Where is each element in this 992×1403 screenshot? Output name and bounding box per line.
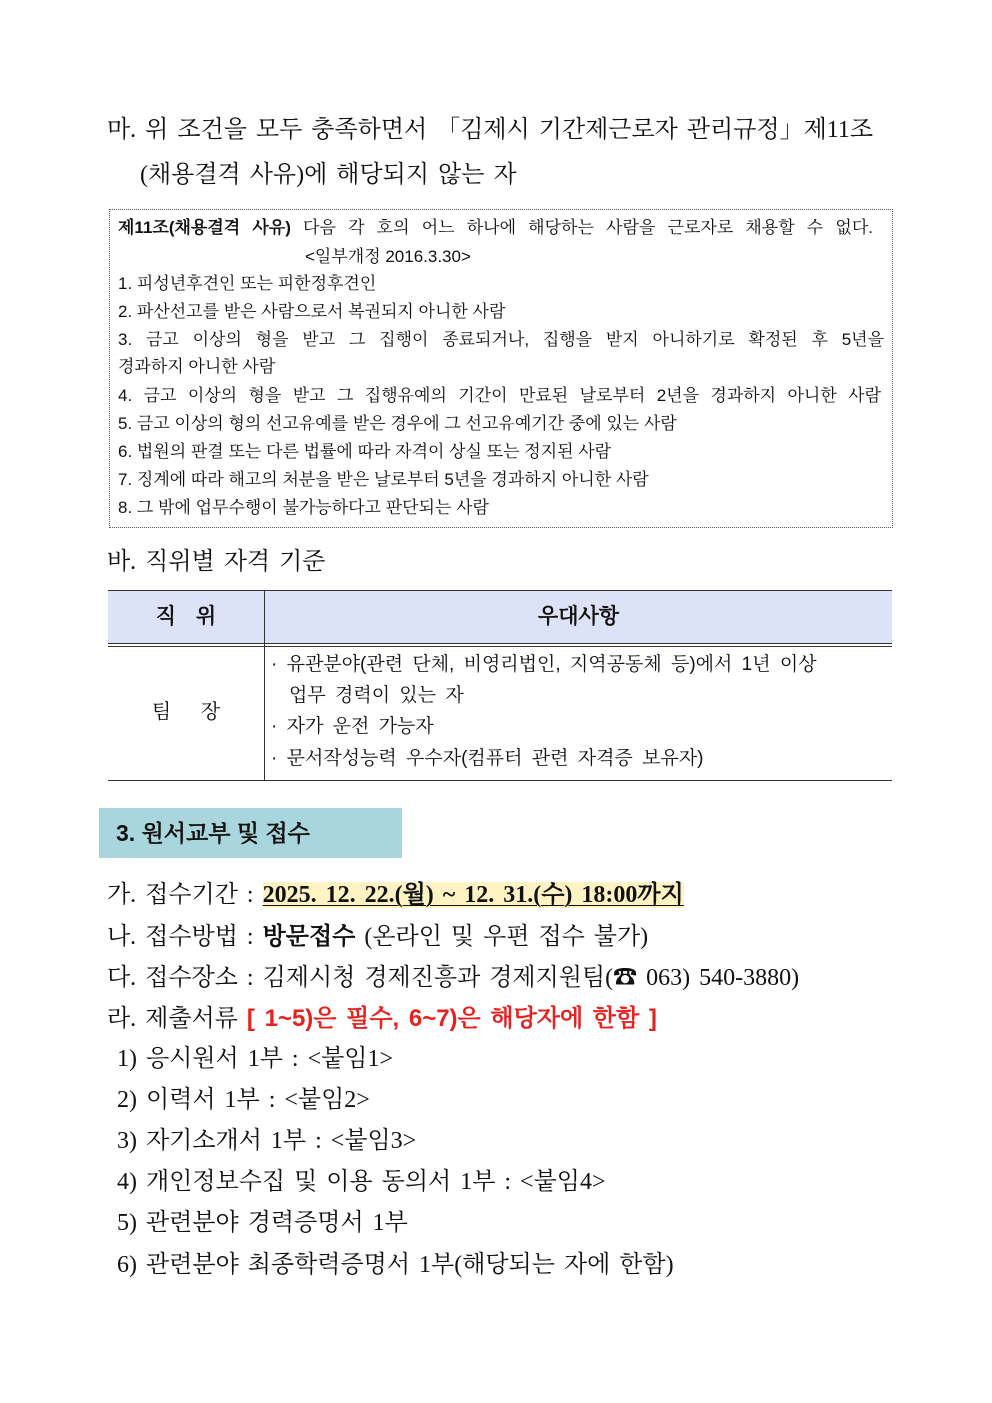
document-item: 1) 응시원서 1부 : <붙임1> [117,1046,394,1072]
position-cell: 팀 장 [151,701,233,723]
period-value: 2025. 12. 22.(월) ~ 12. 31.(수) 18:00까지 [262,882,684,908]
column-divider [264,590,265,781]
application-period [107,880,684,910]
article-intro: 다음 각 호의 어느 하나에 해당하는 사람을 근로자로 채용할 수 없다. [303,218,873,237]
documents-required-note: [ 1~5)은 필수, 6~7)은 해당자에 한함 ] [246,1005,657,1032]
article-item: 5. 금고 이상의 형의 선고유예를 받은 경우에 그 선고유예기간 중에 있는 사람 [118,414,677,433]
article-item: 8. 그 밖에 업무수행이 불가능하다고 판단되는 사람 [118,498,489,517]
qualification-heading: 바. 직위별 자격 기준 [107,549,326,575]
condition-line-1: 마. 위 조건을 모두 충족하면서 「김제시 기간제근로자 관리규정」제11조 [107,117,874,143]
preference-item: · 유관분야(관련 단체, 비영리법인, 지역공동체 등)에서 1년 이상 [271,654,817,675]
article-header [118,214,873,242]
article-11-box [109,209,893,528]
article-amendment: <일부개정 2016.3.30> [305,247,471,266]
document-item: 6) 관련분야 최종학력증명서 1부(해당되는 자에 한함) [117,1252,674,1278]
header-preference: 우대사항 [537,605,620,628]
application-documents [107,1004,657,1034]
article-item: 6. 법원의 판결 또는 다른 법률에 따라 자격이 상실 또는 정지된 사람 [118,442,612,461]
period-label: 가. 접수기간 : [107,882,254,908]
article-item: 1. 피성년후견인 또는 피한정후견인 [118,274,377,293]
article-item-continuation: 경과하지 아니한 사람 [118,357,276,376]
header-divider-bottom [108,646,892,647]
table-bottom-border [108,780,892,781]
header-position: 직 위 [155,605,217,628]
application-place [107,963,799,993]
article-item: 4. 금고 이상의 형을 받고 그 집행유예의 기간이 만료된 날로부터 2년을 경과하지 아니한 사람 [118,386,881,405]
method-label: 나. 접수방법 : [107,924,254,950]
preference-item: · 문서작성능력 우수자(컴퓨터 관련 자격증 보유자) [271,748,704,769]
application-method [107,922,648,952]
document-item: 2) 이력서 1부 : <붙임2> [117,1087,370,1113]
document-item: 4) 개인정보수집 및 이용 동의서 1부 : <붙임4> [117,1169,606,1195]
document-item: 3) 자기소개서 1부 : <붙임3> [117,1128,417,1154]
article-item: 3. 금고 이상의 형을 받고 그 집행이 종료되거나, 집행을 받지 아니하기로 확정된 후 5년을 [118,330,884,349]
place-value: 김제시청 경제진흥과 경제지원팀(☎ 063) 540-3880) [262,965,800,991]
article-title: 제11조(채용결격 사유) [118,218,291,237]
qualification-table [108,590,892,781]
preference-item-continuation: 업무 경력이 있는 자 [289,685,464,706]
place-label: 다. 접수장소 : [107,965,254,991]
method-note: (온라인 및 우편 접수 불가) [364,924,649,950]
article-item: 7. 징계에 따라 해고의 처분을 받은 날로부터 5년을 경과하지 아니한 사람 [118,470,649,489]
document-item: 5) 관련분야 경력증명서 1부 [117,1210,408,1236]
documents-label: 라. 제출서류 [107,1006,238,1032]
section-heading: 3. 원서교부 및 접수 [116,820,310,846]
article-item: 2. 파산선고를 받은 사람으로서 복권되지 아니한 사람 [118,302,506,321]
method-value: 방문접수 [262,924,356,950]
header-divider-top [108,643,892,644]
condition-line-2: (채용결격 사유)에 해당되지 않는 자 [140,162,517,188]
section-heading-box [99,808,402,858]
preference-item: · 자가 운전 가능자 [271,716,434,737]
